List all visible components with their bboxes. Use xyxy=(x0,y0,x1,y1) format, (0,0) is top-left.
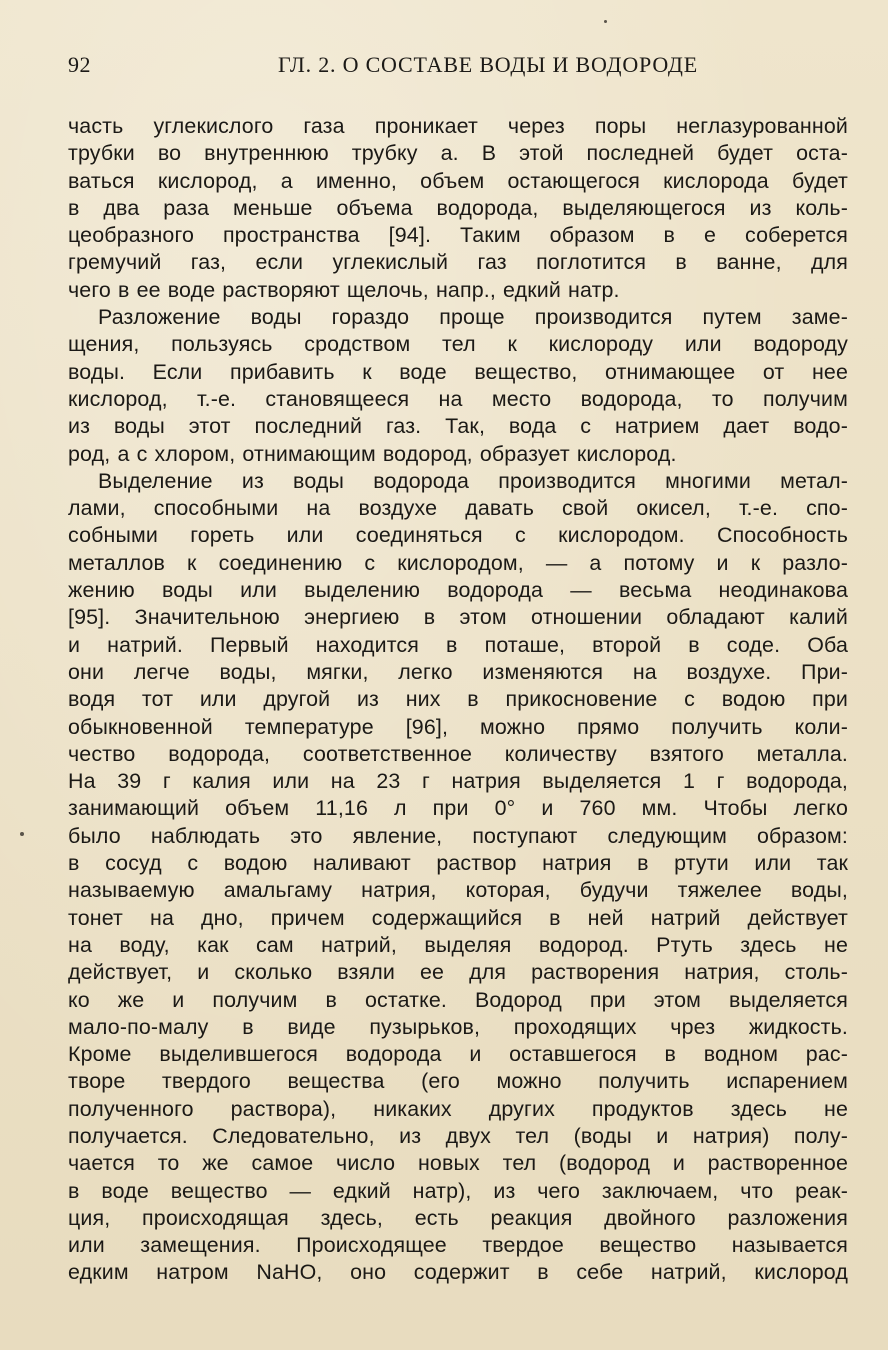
text-line: ко же и получим в остатке. Водород при этом выделяется xyxy=(68,987,848,1012)
text-line: водя тот или другой из них в прикосновение с водою при xyxy=(68,687,848,712)
text-line: Выделение из воды водорода производится многими метал- xyxy=(98,468,848,493)
text-line: На 39 г калия или на 23 г натрия выделяется 1 г водорода, xyxy=(68,769,848,794)
text-line: трубки во внутреннюю трубку a. В этой последней будет оста- xyxy=(68,141,848,166)
text-line: металлов к соединению с кислородом, — а потому и к разло- xyxy=(68,550,848,575)
text-line: воды. Если прибавить к воде вещество, отнимающее от нее xyxy=(68,359,848,384)
text-line: род, а с хлором, отнимающим водород, образует кислород. xyxy=(68,441,677,466)
text-line: в сосуд с водою наливают раствор натрия в ртути или так xyxy=(68,851,848,876)
text-line: чего в ее воде растворяют щелочь, напр., едкий натр. xyxy=(68,277,620,302)
text-line: ция, происходящая здесь, есть реакция двойного разложения xyxy=(68,1205,848,1230)
text-line: жению воды или выделению водорода — весьма неодинакова xyxy=(68,578,848,603)
text-line: из воды этот последний газ. Так, вода с натрием дает водо- xyxy=(68,414,848,439)
text-line: получается. Следовательно, из двух тел (воды и натрия) полу- xyxy=(68,1123,848,1148)
text-line: в воде вещество — едкий натр), из чего заключаем, что реак- xyxy=(68,1178,848,1203)
text-line: щения, пользуясь сродством тел к кислороду или водороду xyxy=(68,332,848,357)
text-line: кислород, т.-е. становящееся на место водорода, то получим xyxy=(68,386,848,411)
text-line: действует, и сколько взяли ее для растворения натрия, столь- xyxy=(68,960,848,985)
text-line: мало-по-малу в виде пузырьков, проходящих чрез жидкость. xyxy=(68,1014,848,1039)
text-line: чается то же самое число новых тел (водород и растворенное xyxy=(68,1151,848,1176)
text-line: Кроме выделившегося водорода и оставшегося в водном рас- xyxy=(68,1042,848,1067)
text-line: едким натром NaHO, оно содержит в себе натрий, кислород xyxy=(68,1260,848,1285)
text-line: творе твердого вещества (его можно получить испарением xyxy=(68,1069,848,1094)
text-line: занимающий объем 11,16 л при 0° и 760 мм. Чтобы легко xyxy=(68,796,848,821)
text-line: обыкновенной температуре [96], можно прямо получить коли- xyxy=(68,714,848,739)
text-line: Разложение воды гораздо проще производится путем заме- xyxy=(98,305,848,330)
text-line: лами, способными на воздухе давать свой окисел, т.-е. спо- xyxy=(68,496,848,521)
text-line: они легче воды, мягки, легко изменяются на воздухе. При- xyxy=(68,659,848,684)
page-number: 92 xyxy=(68,52,91,77)
page-header xyxy=(68,52,848,86)
text-line: или замещения. Происходящее твердое вещество называется xyxy=(68,1233,848,1258)
text-line: гремучий газ, если углекислый газ поглотится в ванне, для xyxy=(68,250,848,275)
text-line: было наблюдать это явление, поступают следующим образом: xyxy=(68,823,848,848)
margin-speck xyxy=(20,832,24,836)
text-line: в два раза меньше объема водорода, выделяющегося из коль- xyxy=(68,195,848,220)
text-line: цеобразного пространства [94]. Таким образом в e соберется xyxy=(68,223,848,248)
text-line: [95]. Значительною энергиею в этом отношении обладают калий xyxy=(68,605,848,630)
text-line: часть углекислого газа проникает через поры неглазурованной xyxy=(68,114,848,138)
text-line: тонет на дно, причем содержащийся в ней натрий действует xyxy=(68,905,848,930)
body-text xyxy=(68,113,848,1287)
text-line: полученного раствора), никаких других продуктов здесь не xyxy=(68,1096,848,1121)
text-line: собными гореть или соединяться с кислородом. Способность xyxy=(68,523,848,548)
text-line: на воду, как сам натрий, выделяя водород. Ртуть здесь не xyxy=(68,932,848,957)
text-line: называемую амальгаму натрия, которая, будучи тяжелее воды, xyxy=(68,878,848,903)
running-title: ГЛ. 2. О СОСТАВЕ ВОДЫ И ВОДОРОДЕ xyxy=(278,52,698,77)
text-line: и натрий. Первый находится в поташе, второй в соде. Оба xyxy=(68,632,848,657)
text-line: чество водорода, соответственное количеству взятого металла. xyxy=(68,741,848,766)
margin-speck xyxy=(604,20,607,23)
text-line: ваться кислород, а именно, объем остающегося кислорода будет xyxy=(68,168,848,193)
